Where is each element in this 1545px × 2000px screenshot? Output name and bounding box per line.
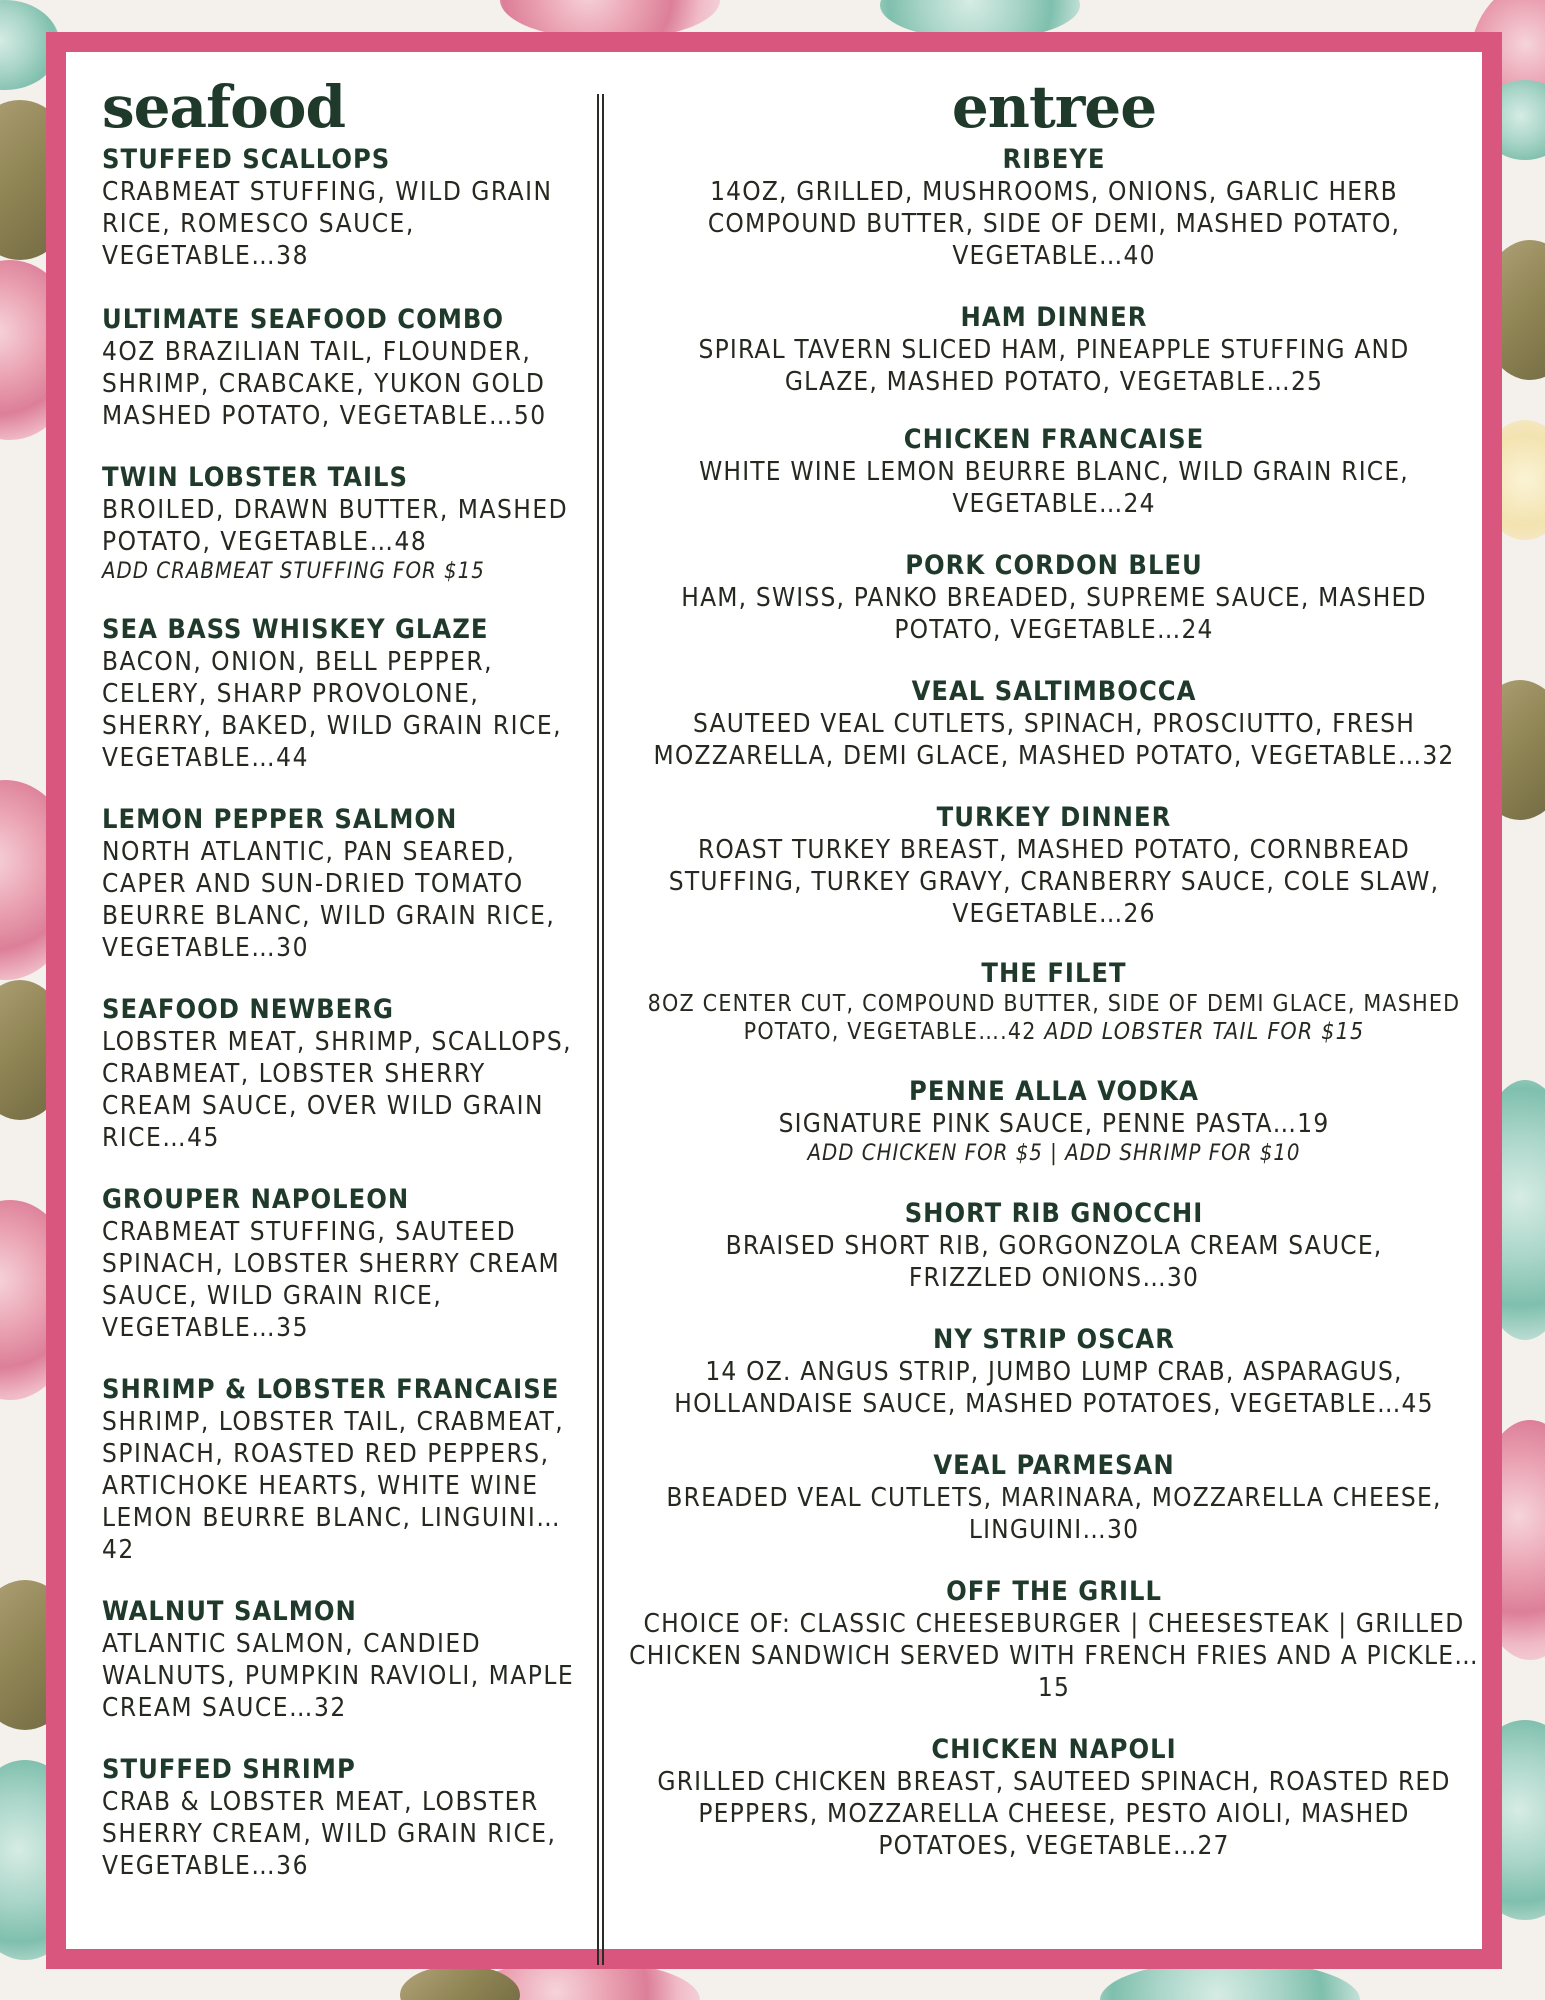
item-name: VEAL SALTIMBOCCA — [911, 676, 1197, 707]
item-description: BREADED VEAL CUTLETS, MARINARA, MOZZARELLA CHEESE, LINGUINI…30 — [666, 1483, 1442, 1545]
item-name: RIBEYE — [1002, 144, 1106, 175]
item-name: ULTIMATE SEAFOOD COMBO — [102, 304, 505, 335]
menu-item — [102, 614, 582, 774]
menu-item — [626, 1324, 1482, 1420]
menu-item — [626, 144, 1482, 272]
item-name: CHICKEN NAPOLI — [931, 1734, 1177, 1765]
column-divider — [597, 94, 604, 1965]
item-name: SEA BASS WHISKEY GLAZE — [102, 614, 489, 645]
item-name: HAM DINNER — [960, 302, 1148, 333]
item-description: HAM, SWISS, PANKO BREADED, SUPREME SAUCE, MASHED POTATO, VEGETABLE…24 — [681, 583, 1427, 645]
item-name: CHICKEN FRANCAISE — [903, 424, 1205, 455]
menu-item — [626, 424, 1482, 520]
menu-item — [626, 550, 1482, 646]
menu-item — [102, 1754, 582, 1882]
menu-item — [626, 1076, 1482, 1168]
item-description: BROILED, DRAWN BUTTER, MASHED POTATO, VEGETABLE…48 — [102, 495, 569, 557]
item-name: SHRIMP & LOBSTER FRANCAISE — [102, 1374, 560, 1405]
menu-item — [102, 1374, 582, 1566]
menu-item — [102, 144, 582, 272]
item-description: NORTH ATLANTIC, PAN SEARED, CAPER AND SUN-DRIED TOMATO BEURRE BLANC, WILD GRAIN RICE, VEGETABLE…30 — [102, 837, 556, 963]
seafood-title: seafood — [102, 73, 346, 141]
item-name: PORK CORDON BLEU — [905, 550, 1203, 581]
menu-item — [626, 1734, 1482, 1862]
item-description: CRABMEAT STUFFING, WILD GRAIN RICE, ROMESCO SAUCE, VEGETABLE…38 — [102, 177, 553, 271]
item-description: CRABMEAT STUFFING, SAUTEED SPINACH, LOBSTER SHERRY CREAM SAUCE, WILD GRAIN RICE, VEGETABLE…35 — [102, 1217, 561, 1343]
entree-section — [626, 73, 1482, 1862]
item-description: ROAST TURKEY BREAST, MASHED POTATO, CORNBREAD STUFFING, TURKEY GRAVY, CRANBERRY SAUCE, COLE SLAW, VEGETABLE…26 — [668, 835, 1440, 929]
menu-item — [102, 304, 582, 432]
item-description: ATLANTIC SALMON, CANDIED WALNUTS, PUMPKIN RAVIOLI, MAPLE CREAM SAUCE…32 — [102, 1629, 575, 1723]
menu-item — [102, 462, 582, 586]
item-name: GROUPER NAPOLEON — [102, 1184, 410, 1215]
item-name: WALNUT SALMON — [102, 1596, 357, 1627]
menu-item — [102, 1596, 582, 1724]
item-name: TURKEY DINNER — [936, 802, 1172, 833]
item-description: CHOICE OF: CLASSIC CHEESEBURGER | CHEESESTEAK | GRILLED CHICKEN SANDWICH SERVED WITH FRENCH FRIES AND A PICKLE…15 — [629, 1609, 1479, 1703]
menu-item — [626, 676, 1482, 772]
menu-item — [626, 802, 1482, 930]
menu-frame — [46, 32, 1502, 1969]
menu-item — [626, 1450, 1482, 1546]
menu-item — [102, 1184, 582, 1344]
item-description: CRAB & LOBSTER MEAT, LOBSTER SHERRY CREAM, WILD GRAIN RICE, VEGETABLE…36 — [102, 1787, 557, 1881]
item-addon-note: ADD CRABMEAT STUFFING FOR $15 — [102, 559, 485, 584]
item-description — [626, 990, 1482, 1046]
item-name: OFF THE GRILL — [946, 1576, 1162, 1607]
item-name: LEMON PEPPER SALMON — [102, 804, 458, 835]
menu-panel — [66, 52, 1482, 1949]
item-addon-note: ADD LOBSTER TAIL FOR $15 — [1044, 1019, 1365, 1045]
item-description: SAUTEED VEAL CUTLETS, SPINACH, PROSCIUTTO, FRESH MOZZARELLA, DEMI GLACE, MASHED POTATO, VEGETABLE…32 — [653, 709, 1455, 771]
item-description: SPIRAL TAVERN SLICED HAM, PINEAPPLE STUFFING AND GLAZE, MASHED POTATO, VEGETABLE…25 — [698, 335, 1410, 397]
item-description: BRAISED SHORT RIB, GORGONZOLA CREAM SAUCE, FRIZZLED ONIONS…30 — [725, 1231, 1383, 1293]
item-name: NY STRIP OSCAR — [933, 1324, 1175, 1355]
item-name: STUFFED SHRIMP — [102, 1754, 356, 1785]
item-description: GRILLED CHICKEN BREAST, SAUTEED SPINACH, ROASTED RED PEPPERS, MOZZARELLA CHEESE, PESTO AIOLI, MASHED POTATOES, VEGETABLE…27 — [657, 1767, 1451, 1861]
menu-item — [626, 302, 1482, 398]
menu-item — [626, 1198, 1482, 1294]
menu-item — [626, 958, 1482, 1046]
item-description: SHRIMP, LOBSTER TAIL, CRABMEAT, SPINACH, ROASTED RED PEPPERS, ARTICHOKE HEARTS, WHITE WINE LEMON BEURRE BLANC, LINGUINI… 42 — [102, 1407, 565, 1565]
item-name: TWIN LOBSTER TAILS — [102, 462, 408, 493]
item-description: LOBSTER MEAT, SHRIMP, SCALLOPS, CRABMEAT, LOBSTER SHERRY CREAM SAUCE, OVER WILD GRAIN RICE…45 — [102, 1027, 573, 1153]
item-addon-note: ADD CHICKEN FOR $5 | ADD SHRIMP FOR $10 — [807, 1141, 1301, 1166]
item-description: WHITE WINE LEMON BEURRE BLANC, WILD GRAIN RICE, VEGETABLE…24 — [699, 457, 1409, 519]
item-name: VEAL PARMESAN — [933, 1450, 1175, 1481]
item-name: STUFFED SCALLOPS — [102, 144, 391, 175]
menu-item — [626, 1576, 1482, 1704]
item-description: 4OZ BRAZILIAN TAIL, FLOUNDER, SHRIMP, CRABCAKE, YUKON GOLD MASHED POTATO, VEGETABLE…50 — [102, 337, 547, 431]
seafood-section — [102, 73, 582, 1882]
item-description: BACON, ONION, BELL PEPPER, CELERY, SHARP PROVOLONE, SHERRY, BAKED, WILD GRAIN RICE, VEGETABLE…44 — [102, 647, 563, 773]
item-description: 14OZ, GRILLED, MUSHROOMS, ONIONS, GARLIC HERB COMPOUND BUTTER, SIDE OF DEMI, MASHED POTATO, VEGETABLE…40 — [707, 177, 1401, 271]
item-name: THE FILET — [981, 958, 1127, 989]
entree-title: entree — [951, 73, 1157, 141]
item-name: SEAFOOD NEWBERG — [102, 994, 394, 1025]
menu-item — [102, 804, 582, 964]
item-description: 14 OZ. ANGUS STRIP, JUMBO LUMP CRAB, ASPARAGUS, HOLLANDAISE SAUCE, MASHED POTATOES, VEGETABLE…45 — [674, 1357, 1434, 1419]
item-description-text: 8OZ CENTER CUT, COMPOUND BUTTER, SIDE OF DEMI GLACE, MASHED POTATO, VEGETABLE….42 — [647, 991, 1461, 1045]
item-name: SHORT RIB GNOCCHI — [904, 1198, 1204, 1229]
item-description: SIGNATURE PINK SAUCE, PENNE PASTA…19 — [778, 1109, 1330, 1139]
item-name: PENNE ALLA VODKA — [909, 1076, 1199, 1107]
menu-item — [102, 994, 582, 1154]
